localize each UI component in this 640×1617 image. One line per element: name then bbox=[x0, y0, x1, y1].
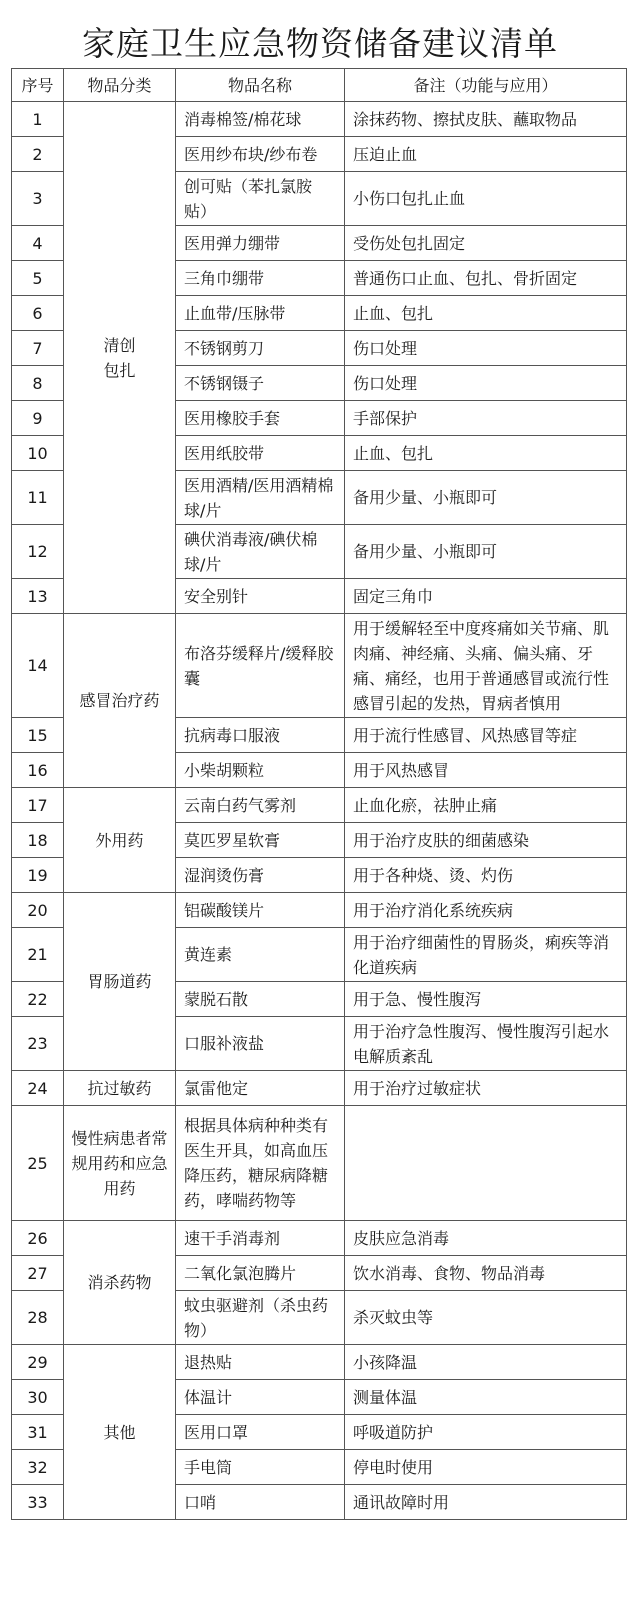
row-number: 15 bbox=[12, 718, 64, 753]
item-note: 停电时使用 bbox=[345, 1450, 627, 1485]
item-note: 通讯故障时用 bbox=[345, 1485, 627, 1520]
header-no: 序号 bbox=[12, 69, 64, 102]
item-name: 医用纱布块/纱布卷 bbox=[176, 137, 345, 172]
table-row bbox=[12, 614, 627, 718]
supply-table bbox=[11, 68, 627, 1520]
item-name: 碘伏消毒液/碘伏棉球/片 bbox=[176, 525, 345, 579]
row-category: 清创 包扎 bbox=[64, 102, 176, 614]
item-name: 医用弹力绷带 bbox=[176, 226, 345, 261]
row-number: 26 bbox=[12, 1221, 64, 1256]
item-note: 固定三角巾 bbox=[345, 579, 627, 614]
item-name: 安全别针 bbox=[176, 579, 345, 614]
table-row bbox=[12, 1221, 627, 1256]
row-number: 4 bbox=[12, 226, 64, 261]
row-number: 10 bbox=[12, 436, 64, 471]
row-number: 8 bbox=[12, 366, 64, 401]
item-name: 小柴胡颗粒 bbox=[176, 753, 345, 788]
item-name: 止血带/压脉带 bbox=[176, 296, 345, 331]
row-category: 感冒治疗药 bbox=[64, 614, 176, 788]
row-number: 20 bbox=[12, 893, 64, 928]
table-row bbox=[12, 788, 627, 823]
item-name: 抗病毒口服液 bbox=[176, 718, 345, 753]
item-note: 呼吸道防护 bbox=[345, 1415, 627, 1450]
item-note: 涂抹药物、擦拭皮肤、蘸取物品 bbox=[345, 102, 627, 137]
item-name: 医用口罩 bbox=[176, 1415, 345, 1450]
item-note: 用于缓解轻至中度疼痛如关节痛、肌肉痛、神经痛、头痛、偏头痛、牙痛、痛经，也用于普通感冒或流行性感冒引起的发热，胃病者慎用 bbox=[345, 614, 627, 718]
row-category: 外用药 bbox=[64, 788, 176, 893]
row-number: 13 bbox=[12, 579, 64, 614]
row-number: 22 bbox=[12, 982, 64, 1017]
row-number: 6 bbox=[12, 296, 64, 331]
item-note: 杀灭蚊虫等 bbox=[345, 1291, 627, 1345]
item-note: 用于治疗细菌性的胃肠炎，痢疾等消化道疾病 bbox=[345, 928, 627, 982]
item-note: 伤口处理 bbox=[345, 366, 627, 401]
row-number: 17 bbox=[12, 788, 64, 823]
table-header-row bbox=[12, 69, 627, 102]
header-note: 备注（功能与应用） bbox=[345, 69, 627, 102]
item-name: 蚊虫驱避剂（杀虫药物） bbox=[176, 1291, 345, 1345]
table-row bbox=[12, 1345, 627, 1380]
row-number: 16 bbox=[12, 753, 64, 788]
item-note: 用于治疗消化系统疾病 bbox=[345, 893, 627, 928]
item-name: 不锈钢剪刀 bbox=[176, 331, 345, 366]
item-name: 体温计 bbox=[176, 1380, 345, 1415]
row-number: 23 bbox=[12, 1017, 64, 1071]
row-number: 33 bbox=[12, 1485, 64, 1520]
item-note: 用于治疗过敏症状 bbox=[345, 1071, 627, 1106]
table-row bbox=[12, 893, 627, 928]
item-note: 压迫止血 bbox=[345, 137, 627, 172]
item-name: 黄连素 bbox=[176, 928, 345, 982]
row-number: 25 bbox=[12, 1106, 64, 1221]
item-name: 口服补液盐 bbox=[176, 1017, 345, 1071]
row-category: 胃肠道药 bbox=[64, 893, 176, 1071]
item-note: 小孩降温 bbox=[345, 1345, 627, 1380]
table-row bbox=[12, 1106, 627, 1221]
row-number: 11 bbox=[12, 471, 64, 525]
item-note: 普通伤口止血、包扎、骨折固定 bbox=[345, 261, 627, 296]
item-name: 退热贴 bbox=[176, 1345, 345, 1380]
item-name: 湿润烫伤膏 bbox=[176, 858, 345, 893]
table-row bbox=[12, 102, 627, 137]
item-note: 备用少量、小瓶即可 bbox=[345, 525, 627, 579]
item-note: 手部保护 bbox=[345, 401, 627, 436]
item-note: 小伤口包扎止血 bbox=[345, 172, 627, 226]
item-note: 皮肤应急消毒 bbox=[345, 1221, 627, 1256]
item-note: 伤口处理 bbox=[345, 331, 627, 366]
row-number: 21 bbox=[12, 928, 64, 982]
item-name: 医用橡胶手套 bbox=[176, 401, 345, 436]
row-category: 消杀药物 bbox=[64, 1221, 176, 1345]
row-category: 抗过敏药 bbox=[64, 1071, 176, 1106]
item-name: 铝碳酸镁片 bbox=[176, 893, 345, 928]
item-name: 莫匹罗星软膏 bbox=[176, 823, 345, 858]
item-name: 二氧化氯泡腾片 bbox=[176, 1256, 345, 1291]
row-number: 3 bbox=[12, 172, 64, 226]
item-note: 止血、包扎 bbox=[345, 436, 627, 471]
row-number: 27 bbox=[12, 1256, 64, 1291]
row-number: 24 bbox=[12, 1071, 64, 1106]
row-category: 慢性病患者常规用药和应急用药 bbox=[64, 1106, 176, 1221]
page-title: 家庭卫生应急物资储备建议清单 bbox=[82, 24, 558, 63]
item-name: 消毒棉签/棉花球 bbox=[176, 102, 345, 137]
row-number: 31 bbox=[12, 1415, 64, 1450]
item-note: 受伤处包扎固定 bbox=[345, 226, 627, 261]
item-name: 根据具体病种种类有医生开具，如高血压降压药，糖尿病降糖药，哮喘药物等 bbox=[176, 1106, 345, 1221]
item-name: 云南白药气雾剂 bbox=[176, 788, 345, 823]
item-note: 用于治疗急性腹泻、慢性腹泻引起水电解质紊乱 bbox=[345, 1017, 627, 1071]
item-name: 布洛芬缓释片/缓释胶囊 bbox=[176, 614, 345, 718]
item-note: 用于各种烧、烫、灼伤 bbox=[345, 858, 627, 893]
item-name: 手电筒 bbox=[176, 1450, 345, 1485]
item-name: 口哨 bbox=[176, 1485, 345, 1520]
row-number: 9 bbox=[12, 401, 64, 436]
item-note: 止血化瘀，祛肿止痛 bbox=[345, 788, 627, 823]
row-number: 7 bbox=[12, 331, 64, 366]
item-name: 蒙脱石散 bbox=[176, 982, 345, 1017]
item-name: 创可贴（苯扎氯胺贴） bbox=[176, 172, 345, 226]
item-name: 医用酒精/医用酒精棉球/片 bbox=[176, 471, 345, 525]
row-number: 5 bbox=[12, 261, 64, 296]
row-number: 30 bbox=[12, 1380, 64, 1415]
row-number: 19 bbox=[12, 858, 64, 893]
row-number: 28 bbox=[12, 1291, 64, 1345]
item-name: 速干手消毒剂 bbox=[176, 1221, 345, 1256]
row-number: 18 bbox=[12, 823, 64, 858]
item-name: 三角巾绷带 bbox=[176, 261, 345, 296]
item-name: 医用纸胶带 bbox=[176, 436, 345, 471]
row-number: 14 bbox=[12, 614, 64, 718]
row-category: 其他 bbox=[64, 1345, 176, 1520]
item-note: 用于流行性感冒、风热感冒等症 bbox=[345, 718, 627, 753]
item-note: 饮水消毒、食物、物品消毒 bbox=[345, 1256, 627, 1291]
row-number: 29 bbox=[12, 1345, 64, 1380]
item-note: 用于风热感冒 bbox=[345, 753, 627, 788]
item-note: 用于治疗皮肤的细菌感染 bbox=[345, 823, 627, 858]
row-number: 32 bbox=[12, 1450, 64, 1485]
item-note: 用于急、慢性腹泻 bbox=[345, 982, 627, 1017]
row-number: 2 bbox=[12, 137, 64, 172]
header-item-name: 物品名称 bbox=[176, 69, 345, 102]
table-row bbox=[12, 1071, 627, 1106]
item-note: 测量体温 bbox=[345, 1380, 627, 1415]
item-note bbox=[345, 1106, 627, 1221]
item-note: 备用少量、小瓶即可 bbox=[345, 471, 627, 525]
item-name: 不锈钢镊子 bbox=[176, 366, 345, 401]
row-number: 12 bbox=[12, 525, 64, 579]
header-category: 物品分类 bbox=[64, 69, 176, 102]
item-name: 氯雷他定 bbox=[176, 1071, 345, 1106]
item-note: 止血、包扎 bbox=[345, 296, 627, 331]
row-number: 1 bbox=[12, 102, 64, 137]
